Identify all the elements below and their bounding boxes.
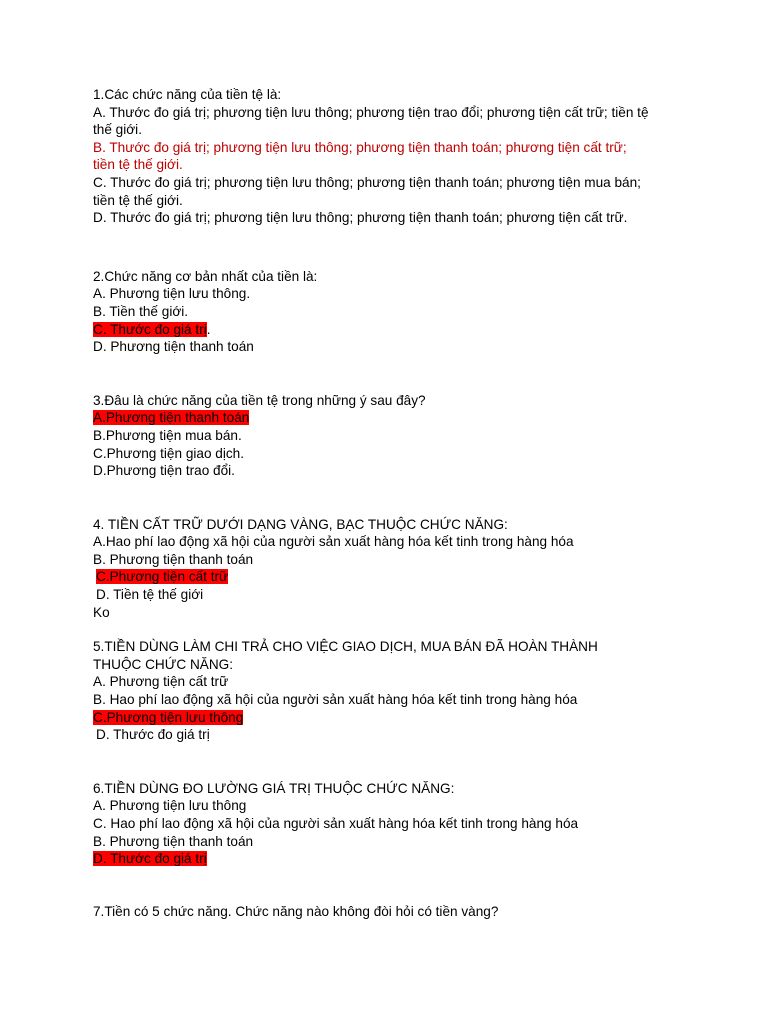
question-4-title: 4. TIỀN CẤT TRỮ DƯỚI DẠNG VÀNG, BẠC THUỘC CHỨC NĂNG: xyxy=(93,516,508,532)
question-1-option-c-cont: tiền tệ thế giới. xyxy=(93,192,183,208)
question-5-option-b: B. Hao phí lao động xã hội của người sản xuất hàng hóa kết tinh trong hàng hóa xyxy=(93,692,578,708)
question-6-option-d-answer: D. Thước đo giá trị xyxy=(93,851,207,867)
question-2-option-b: B. Tiền thế giới. xyxy=(93,303,189,319)
question-2-option-a: A. Phương tiện lưu thông. xyxy=(93,286,251,302)
question-2-option-c-period: . xyxy=(206,321,211,337)
question-6-option-d-row xyxy=(93,850,693,868)
question-4-option-c-row xyxy=(93,568,693,586)
question-1-option-c: C. Thước đo giá trị; phương tiện lưu thông; phương tiện thanh toán; phương tiện mua bán; xyxy=(93,174,641,190)
question-6-option-c: C. Hao phí lao động xã hội của người sản xuất hàng hóa kết tinh trong hàng hóa xyxy=(93,816,579,831)
question-1-option-a-cont: thế giới. xyxy=(93,122,142,138)
question-6-title: 6.TIỀN DÙNG ĐO LƯỜNG GIÁ TRỊ THUỘC CHỨC NĂNG: xyxy=(93,780,455,796)
question-2-option-d: D. Phương tiện thanh toán xyxy=(93,339,254,355)
question-6-option-a: A. Phương tiện lưu thông xyxy=(93,798,247,814)
question-4-option-b: B. Phương tiện thanh toán xyxy=(93,551,254,567)
question-4-option-d: D. Tiền tệ thế giới xyxy=(96,587,204,603)
question-7 xyxy=(93,903,693,921)
question-6 xyxy=(93,780,693,868)
question-3-option-b: B.Phương tiện mua bán. xyxy=(93,427,242,443)
document-page xyxy=(93,86,693,920)
question-4-option-a: A.Hao phí lao động xã hội của người sản xuất hàng hóa kết tinh trong hàng hóa xyxy=(93,534,574,550)
question-5-option-d: D. Thước đo giá trị xyxy=(96,727,210,743)
question-1-option-d: D. Thước đo giá trị; phương tiện lưu thông; phương tiện thanh toán; phương tiện cất trữ. xyxy=(93,210,628,226)
question-1-title: 1.Các chức năng của tiền tệ là: xyxy=(93,87,282,102)
question-5-option-c-row xyxy=(93,709,693,727)
question-3 xyxy=(93,392,693,480)
question-2 xyxy=(93,268,693,356)
question-1-option-b-answer: B. Thước đo giá trị; phương tiện lưu thông; phương tiện thanh toán; phương tiện cất trữ; xyxy=(93,139,627,155)
question-5-option-c-answer: C.Phương tiện lưu thông xyxy=(93,709,244,725)
question-4-note: Ko xyxy=(93,604,110,620)
question-2-title: 2.Chức năng cơ bản nhất của tiền là: xyxy=(93,268,318,284)
question-5-title-line-2: THUỘC CHỨC NĂNG: xyxy=(93,656,233,672)
question-1 xyxy=(93,86,693,227)
question-6-option-b: B. Phương tiện thanh toán xyxy=(93,833,254,849)
question-3-option-a-answer: A.Phương tiện thanh toán xyxy=(93,410,250,426)
question-4-option-c-answer: C.Phương tiện cất trữ xyxy=(96,569,229,585)
question-7-title: 7.Tiền có 5 chức năng. Chức năng nào không đòi hỏi có tiền vàng? xyxy=(93,903,499,919)
question-5-option-a: A. Phương tiện cất trữ xyxy=(93,674,229,690)
question-3-option-d: D.Phương tiện trao đổi. xyxy=(93,463,235,479)
question-3-title: 3.Đâu là chức năng của tiền tệ trong những ý sau đây? xyxy=(93,392,426,408)
question-3-option-c: C.Phương tiện giao dịch. xyxy=(93,445,245,461)
question-2-option-c-row xyxy=(93,321,693,339)
question-2-option-c-answer: C. Thước đo giá trị xyxy=(93,321,207,337)
question-1-option-a: A. Thước đo giá trị; phương tiện lưu thông; phương tiện trao đổi; phương tiện cất trữ; tiền tệ xyxy=(93,104,649,120)
question-4 xyxy=(93,516,693,622)
question-5-title-line-1: 5.TIỀN DÙNG LÀM CHI TRẢ CHO VIỆC GIAO DỊCH, MUA BÁN ĐÃ HOÀN THÀNH xyxy=(93,639,598,655)
question-3-option-a-row xyxy=(93,409,693,427)
question-5 xyxy=(93,638,693,744)
question-1-option-b-answer-cont: tiền tệ thế giới. xyxy=(93,157,183,173)
